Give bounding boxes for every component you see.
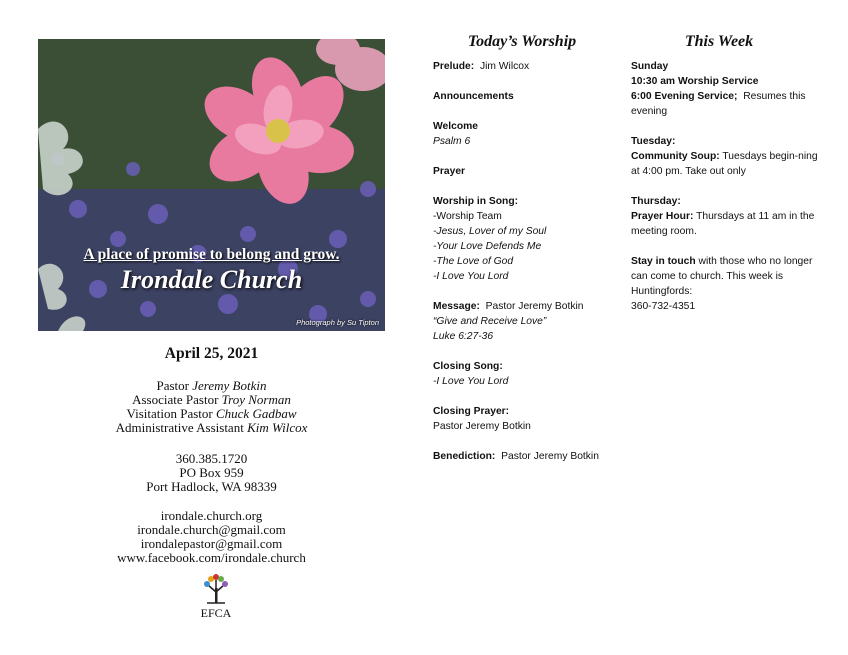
staff-list xyxy=(38,379,385,435)
email-link[interactable]: irondale.church@gmail.com xyxy=(137,522,286,537)
staff-line xyxy=(38,393,385,407)
soup-text: Tuesdays begin-ning at 4:00 pm. Take out only xyxy=(631,151,818,177)
staff-name: Kim Wilcox xyxy=(247,420,308,435)
prayer: Prayer xyxy=(433,166,466,177)
staff-role: Visitation Pastor xyxy=(126,406,213,421)
hero-tagline: A place of promise to belong and grow. xyxy=(83,246,340,263)
staff-role: Administrative Assistant xyxy=(115,420,244,435)
prelude-value: Jim Wilcox xyxy=(479,61,530,72)
message xyxy=(433,299,623,344)
thursday-block xyxy=(631,194,821,239)
facebook-link[interactable]: www.facebook.com/irondale.church xyxy=(117,550,306,565)
web-block xyxy=(38,509,385,565)
benediction-value: Pastor Jeremy Botkin xyxy=(501,451,599,462)
staff-name: Troy Norman xyxy=(221,392,291,407)
closing-song-value: -I Love You Lord xyxy=(433,376,509,387)
po-box: PO Box 959 xyxy=(179,465,244,480)
this-week xyxy=(631,32,821,329)
sunday-label: Sunday xyxy=(631,61,669,72)
welcome-label: Welcome xyxy=(433,121,479,132)
message-speaker: Pastor Jeremy Botkin xyxy=(485,301,584,312)
staff-name: Chuck Gadbaw xyxy=(215,406,297,421)
stay-in-touch-label: Stay in touch xyxy=(631,256,696,267)
sunday-service: 10:30 am Worship Service xyxy=(631,76,759,87)
worship-in-song xyxy=(433,194,623,284)
prayer-hour-text: Thursdays at 11 am in the meeting room. xyxy=(631,211,815,237)
staff-name: Jeremy Botkin xyxy=(192,378,267,393)
staff-line xyxy=(38,379,385,393)
hero-church-name: Irondale Church xyxy=(120,265,303,294)
thursday-label: Thursday: xyxy=(631,196,681,207)
message-title: “Give and Receive Love” xyxy=(433,316,547,327)
pastor-email-link[interactable]: irondalepastor@gmail.com xyxy=(140,536,283,551)
song-item: -I Love You Lord xyxy=(433,271,509,282)
welcome xyxy=(433,119,623,149)
week-heading: This Week xyxy=(684,33,754,50)
prelude-label: Prelude: xyxy=(433,61,475,72)
staff-line xyxy=(38,407,385,421)
staff-role: Associate Pastor xyxy=(132,392,219,407)
benediction-label: Benediction: xyxy=(433,451,496,462)
worship-order xyxy=(433,32,623,479)
closing-song xyxy=(433,359,623,389)
tuesday-label: Tuesday: xyxy=(631,136,676,147)
contact-block xyxy=(38,452,385,494)
song-item: -Your Love Defends Me xyxy=(433,241,542,252)
stay-in-touch-text: with those who no longer can come to church. This week is Huntingfords: xyxy=(631,256,813,297)
website-link[interactable]: irondale.church.org xyxy=(160,508,263,523)
prayer-hour-label: Prayer Hour: xyxy=(631,211,694,222)
benediction xyxy=(433,449,623,464)
phone: 360.385.1720 xyxy=(175,451,248,466)
closing-prayer-label: Closing Prayer: xyxy=(433,406,510,417)
stay-in-touch-block xyxy=(631,254,821,314)
prelude xyxy=(433,59,623,74)
city: Port Hadlock, WA 98339 xyxy=(146,479,277,494)
welcome-value: Psalm 6 xyxy=(433,136,471,147)
efca-label: EFCA xyxy=(200,606,232,620)
announcements: Announcements xyxy=(433,91,514,102)
song-item: -The Love of God xyxy=(433,256,514,267)
evening-label: 6:00 Evening Service; xyxy=(631,91,738,102)
photo-credit: Photograph by Su Tipton xyxy=(296,318,379,327)
soup-label: Community Soup: xyxy=(631,151,720,162)
sunday-block xyxy=(631,59,821,119)
message-reference: Luke 6:27-36 xyxy=(433,331,494,342)
stay-in-touch-phone: 360-732-4351 xyxy=(631,301,696,312)
song-label: Worship in Song: xyxy=(433,196,519,207)
hero-photo xyxy=(38,39,385,331)
song-team: -Worship Team xyxy=(433,211,502,222)
staff-role: Pastor xyxy=(156,378,189,393)
closing-prayer-value: Pastor Jeremy Botkin xyxy=(433,421,531,432)
staff-line xyxy=(38,421,385,435)
song-item: -Jesus, Lover of my Soul xyxy=(433,226,547,237)
evening-note: Resumes this evening xyxy=(631,91,806,117)
efca-tree-logo-icon xyxy=(201,574,231,606)
message-label: Message: xyxy=(433,301,480,312)
closing-prayer xyxy=(433,404,623,434)
closing-song-label: Closing Song: xyxy=(433,361,503,372)
worship-heading: Today’s Worship xyxy=(467,33,577,50)
bulletin-date: April 25, 2021 xyxy=(164,345,259,362)
tuesday-block xyxy=(631,134,821,179)
